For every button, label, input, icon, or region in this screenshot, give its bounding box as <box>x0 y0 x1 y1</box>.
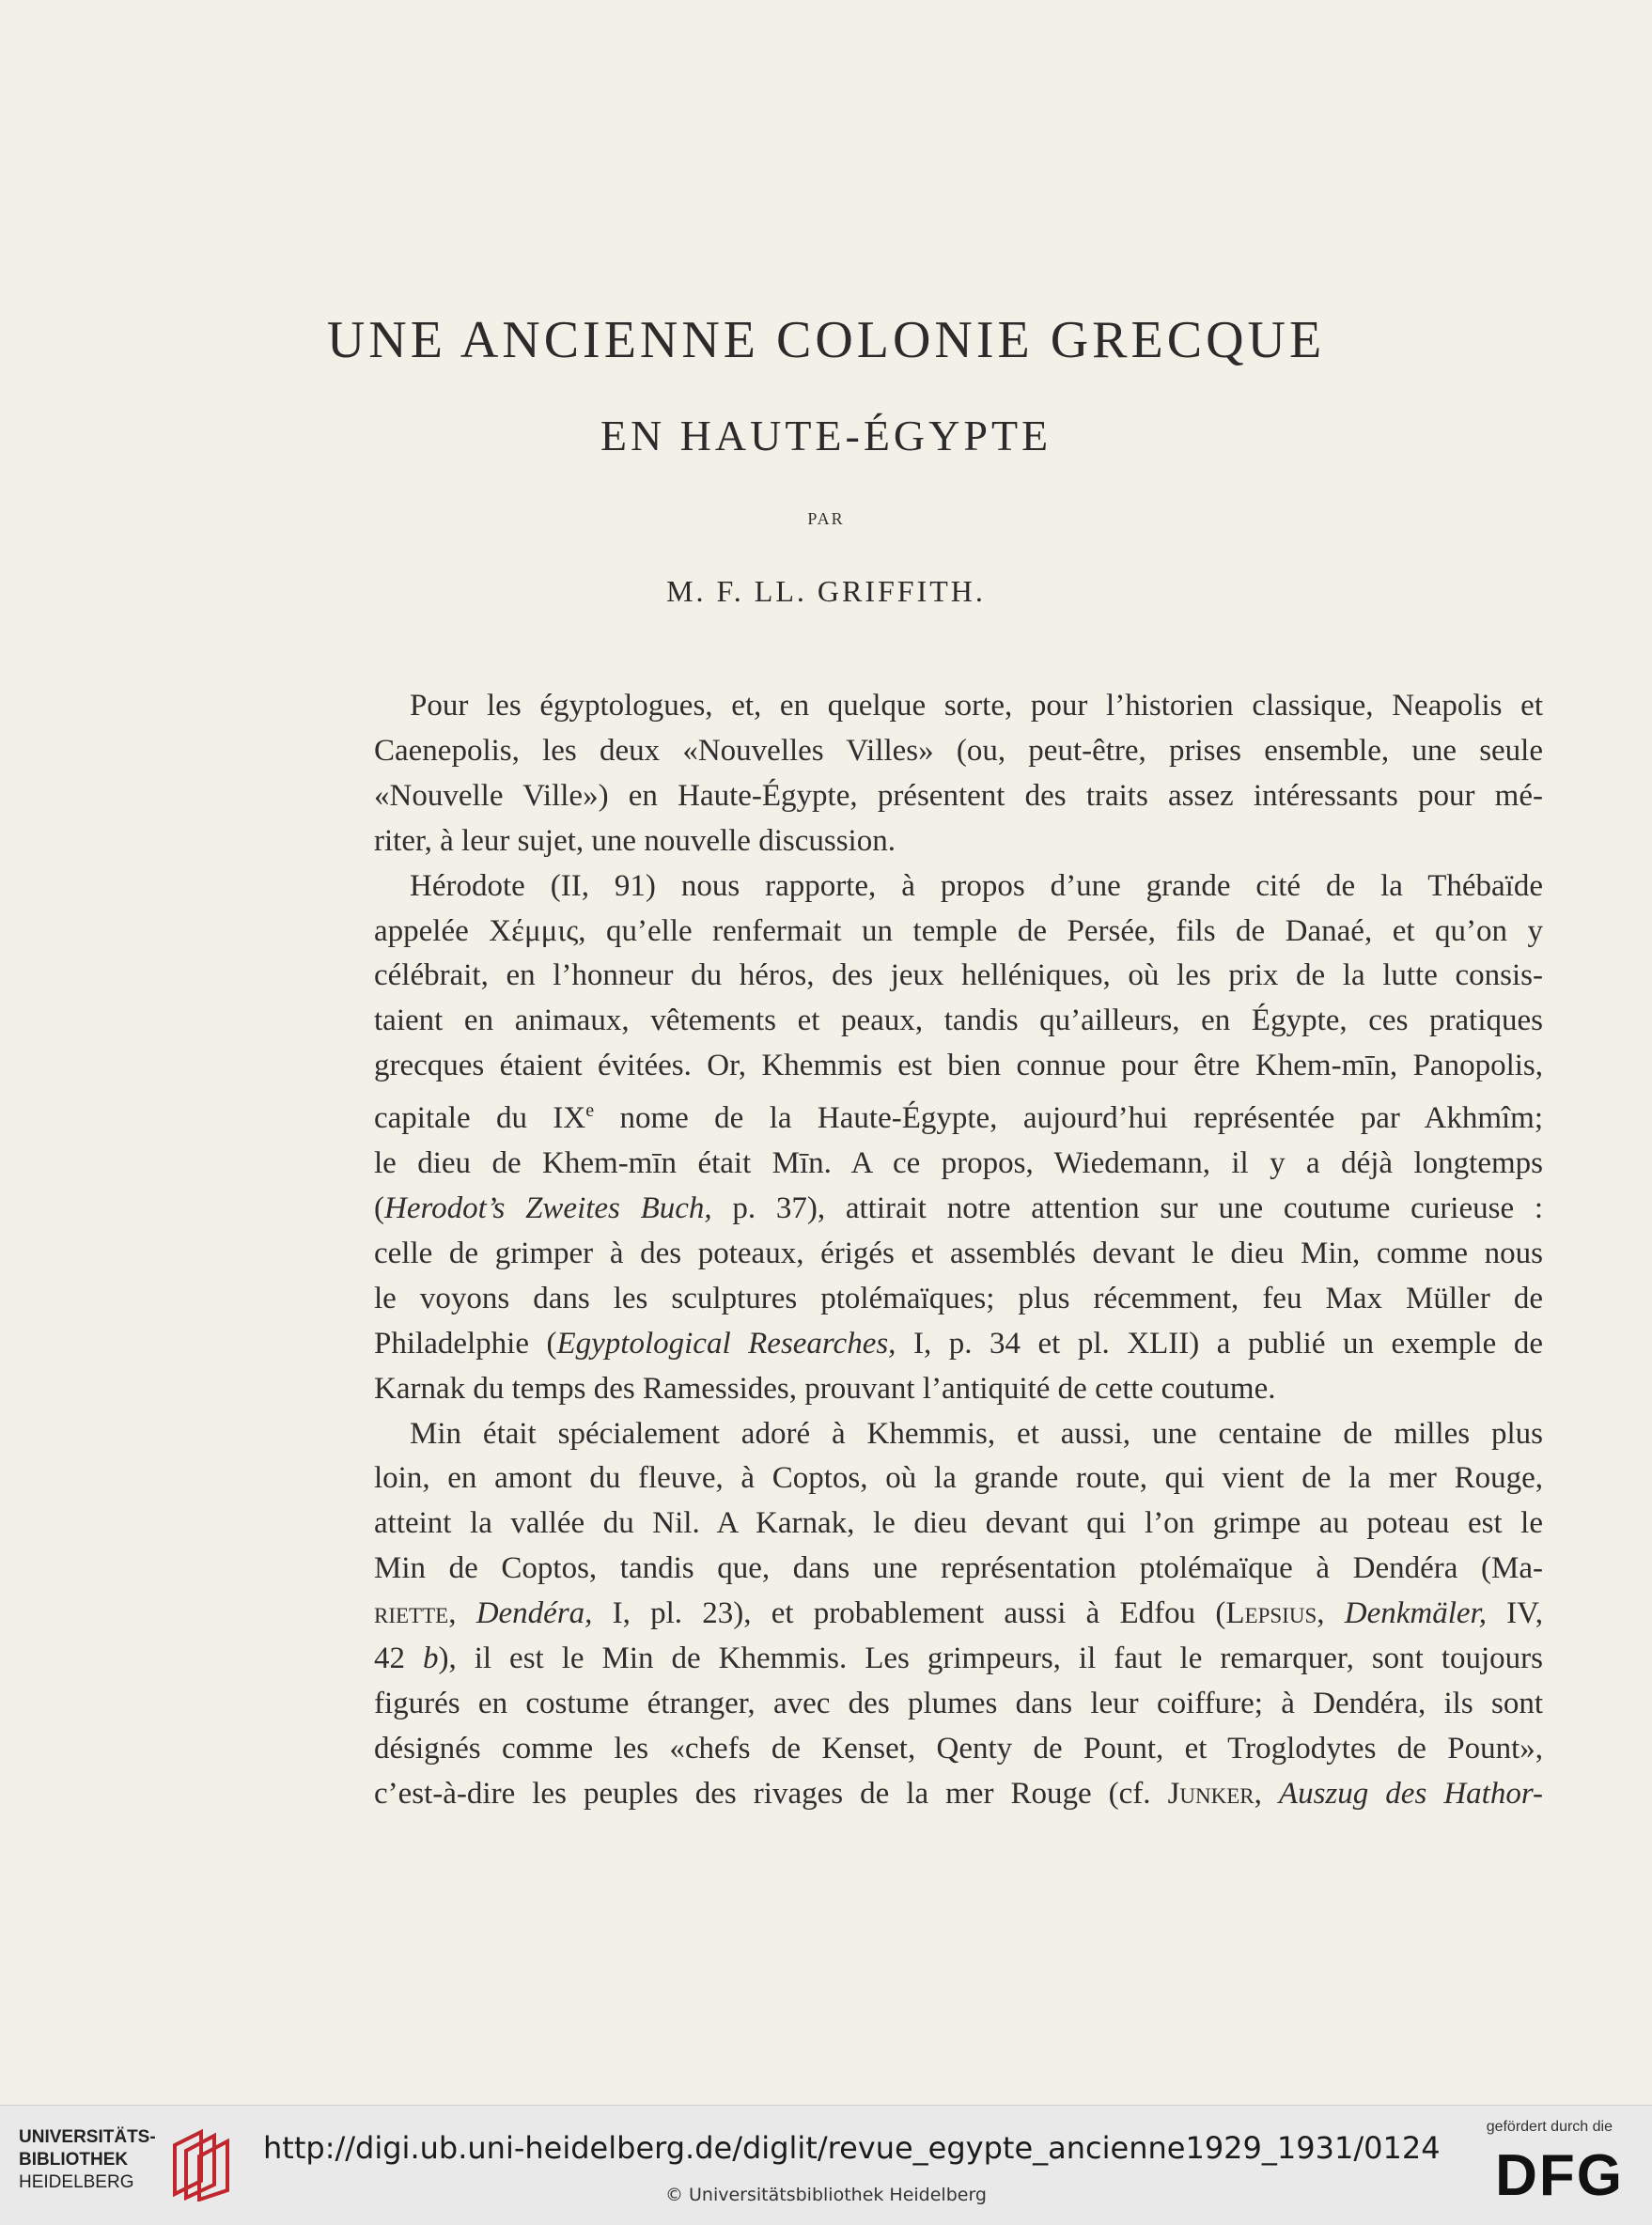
dfg-logo: DFG <box>1495 2143 1624 2208</box>
library-name-line: BIBLIOTHEK <box>19 2150 129 2170</box>
text-fragment: c’est-à-dire les peuples des rivages de la mer Rouge (cf. <box>374 1776 1168 1811</box>
body-line: loin, en amont du fleuve, à Coptos, où la grande route, qui vient de la mer Rouge, <box>374 1461 1543 1496</box>
text-fragment: ), il est le Min de Khemmis. Les grimpeurs, il faut le remarquer, sont toujours <box>438 1642 1543 1676</box>
body-line: atteint la vallée du Nil. A Karnak, le dieu devant qui l’on grimpe au poteau est le <box>374 1506 1543 1541</box>
citation-title: Denkmäler, <box>1344 1596 1487 1631</box>
library-name-line: HEIDELBERG <box>19 2172 134 2192</box>
text-fragment: IV, <box>1486 1596 1543 1631</box>
body-line: Min était spécialement adoré à Khemmis, et aussi, une centaine de milles plus <box>410 1416 1543 1451</box>
copyright-notice: © Universitätsbibliothek Heidelberg <box>664 2185 987 2205</box>
body-line: Hérodote (II, 91) nous rapporte, à propos d’une grande cité de la Thébaïde <box>410 868 1543 903</box>
body-line: appelée Χέμμις, qu’elle renfermait un temple de Persée, fils de Danaé, et qu’on y <box>374 913 1543 948</box>
text-fragment: ( <box>374 1190 384 1225</box>
author-ref: Lepsius <box>1225 1596 1317 1631</box>
text-fragment: , <box>1317 1596 1345 1631</box>
digitization-footer <box>0 2105 1652 2225</box>
citation-title: Dendéra, <box>475 1596 593 1631</box>
body-line: figurés en costume étranger, avec des plumes dans leur coiffure; à Dendéra, ils sont <box>374 1686 1543 1720</box>
body-line: grecques étaient évitées. Or, Khemmis est bien connue pour être Khem-mīn, Panopolis, <box>374 1049 1543 1083</box>
author-ref: riette <box>374 1596 449 1631</box>
body-line <box>374 1592 1543 1637</box>
body-line: celle de grimper à des poteaux, érigés et assemblés devant le dieu Min, comme nous <box>374 1236 1543 1270</box>
body-line: Caenepolis, les deux «Nouvelles Villes» (ou, peut-être, prises ensemble, une seule <box>374 733 1543 768</box>
article-subtitle: EN HAUTE-ÉGYPTE <box>600 412 1052 459</box>
author-ref: Junker <box>1167 1776 1255 1811</box>
body-line: le dieu de Khem-mīn était Mīn. A ce propos, Wiedemann, il y a déjà longtemps <box>374 1146 1543 1181</box>
article-body <box>374 684 1543 1817</box>
body-line: Karnak du temps des Ramessides, prouvant l’antiquité de cette coutume. <box>374 1371 1276 1406</box>
body-line <box>374 1322 1543 1367</box>
text-fragment: capitale du IX <box>374 1101 586 1136</box>
text-fragment: 42 <box>374 1642 423 1676</box>
text-fragment: Philadelphie ( <box>374 1326 557 1361</box>
body-line <box>374 1089 1543 1142</box>
byline-par: PAR <box>807 509 845 528</box>
body-line: Min de Coptos, tandis que, dans une représentation ptolémaïque à Dendéra (Ma- <box>374 1551 1543 1586</box>
citation-title: Egyptological Researches, <box>556 1326 896 1361</box>
text-fragment: I, p. 34 et pl. XLII) a publié un exemple de <box>896 1326 1543 1361</box>
body-line <box>374 1187 1543 1232</box>
body-line: taient en animaux, vêtements et peaux, tandis qu’ailleurs, en Égypte, ces pratiques <box>374 1004 1543 1038</box>
permalink-url[interactable]: http://digi.ub.uni-heidelberg.de/diglit/revue_egypte_ancienne1929_1931/0124 <box>263 2130 1441 2166</box>
text-fragment: , <box>1254 1776 1279 1811</box>
library-name-line: UNIVERSITÄTS- <box>19 2127 156 2147</box>
body-line: célébrait, en l’honneur du héros, des jeux helléniques, où les prix de la lutte consis- <box>374 958 1543 993</box>
body-line: le voyons dans les sculptures ptolémaïques; plus récemment, feu Max Müller de <box>374 1281 1543 1315</box>
text-fragment: I, pl. 23), et probablement aussi à Edfou ( <box>592 1596 1226 1631</box>
text-fragment: , <box>448 1596 476 1631</box>
body-line <box>374 1772 1543 1817</box>
text-fragment: b <box>423 1642 439 1676</box>
superscript: e <box>585 1100 595 1122</box>
article-title: UNE ANCIENNE COLONIE GRECQUE <box>326 311 1326 369</box>
citation-title: Auszug des Hathor- <box>1278 1776 1543 1811</box>
body-line: désignés comme les «chefs de Kenset, Qenty de Pount, et Troglodytes de Pount», <box>374 1731 1543 1766</box>
citation-title: Herodot’s Zweites Buch, <box>384 1190 712 1225</box>
body-line: riter, à leur sujet, une nouvelle discussion. <box>374 823 896 858</box>
funding-label: gefördert durch die <box>1486 2119 1613 2135</box>
body-line <box>374 1637 1543 1682</box>
body-line: Pour les égyptologues, et, en quelque sorte, pour l’historien classique, Neapolis et <box>410 689 1543 723</box>
body-line: «Nouvelle Ville») en Haute-Égypte, présentent des traits assez intéressants pour mé- <box>374 778 1543 813</box>
text-fragment: p. 37), attirait notre attention sur une coutume curieuse : <box>711 1190 1544 1225</box>
text-fragment: nome de la Haute-Égypte, aujourd’hui représentée par Akhmîm; <box>594 1101 1543 1136</box>
author-name: M. F. LL. GRIFFITH. <box>666 574 986 608</box>
